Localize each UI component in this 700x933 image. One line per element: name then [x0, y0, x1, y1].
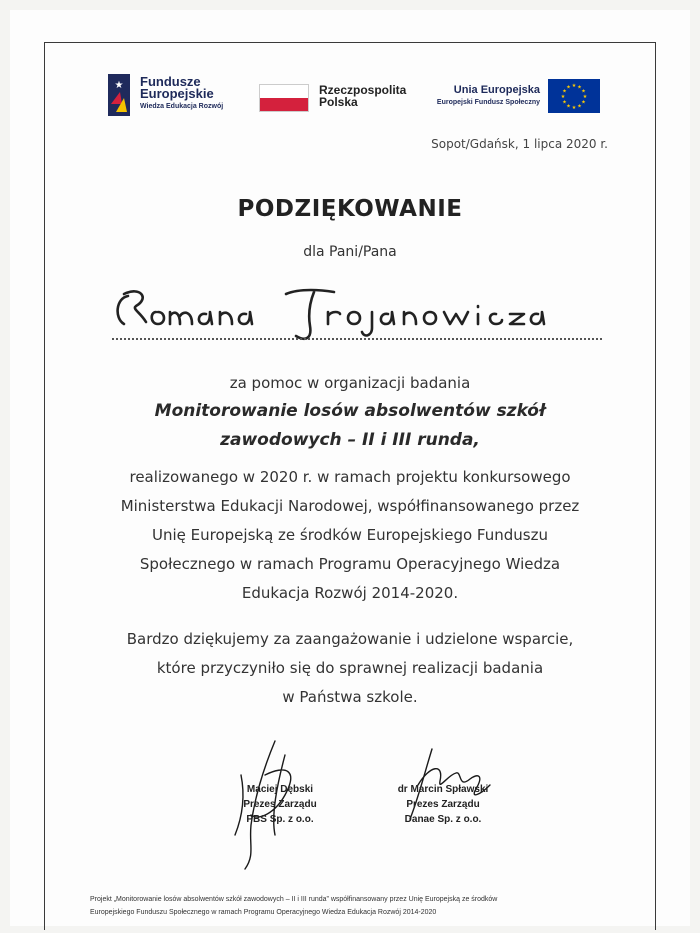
svg-text:★: ★ [566, 103, 571, 110]
ue-line1: Unia Europejska [453, 84, 540, 96]
footer-note [90, 893, 630, 919]
svg-text:★: ★ [577, 103, 582, 110]
rp-logo-text [319, 84, 406, 108]
svg-text:★: ★ [562, 99, 567, 106]
svg-text:★: ★ [582, 94, 588, 100]
recipient-handwritten-name [110, 282, 600, 342]
rp-line2: Polska [319, 95, 358, 109]
paragraph-2-line: które przyczyniło się do sprawnej realizacji badania [156, 659, 544, 677]
paragraph-1-line: Edukacja Rozwój 2014-2020. [241, 584, 459, 602]
paragraph-1-line: Unię Europejską ze środków Europejskiego Funduszu [152, 526, 548, 544]
fe-name-line2: Europejskie [140, 86, 214, 101]
project-title [0, 397, 700, 455]
paragraph-2-line: Bardzo dziękujemy za zaangażowanie i udzielone wsparcie, [126, 630, 574, 648]
svg-text:★: ★ [114, 80, 124, 91]
right-signatory-name: dr Marcin Spławski [397, 784, 489, 795]
paragraph-1-line: Społecznego w ramach Programu Operacyjnego Wiedza [139, 555, 561, 573]
right-signatory-role: Prezes Zarządu [406, 799, 480, 810]
left-signatory [230, 782, 330, 827]
name-dotted-line [112, 338, 602, 340]
svg-text:★: ★ [571, 105, 577, 111]
paragraph-1 [0, 463, 700, 608]
svg-text:★: ★ [566, 84, 571, 91]
paragraph-1-line: realizowanego w 2020 r. w ramach projektu konkursowego [129, 468, 571, 486]
intro-text: za pomoc w organizacji badania [229, 374, 471, 392]
project-title-line2: zawodowych – II i III runda, [220, 430, 480, 450]
greeting: dla Pani/Pana [303, 244, 397, 260]
footer-line1: Projekt „Monitorowanie losów absolwentów szkół zawodowych – II i III runda” współfinansowany przez Unię Europejską ze środków [90, 896, 498, 903]
left-signatory-role: Prezes Zarządu [243, 799, 317, 810]
fe-name-line1: Fundusze [140, 74, 201, 89]
svg-text:★: ★ [577, 84, 582, 91]
project-title-line1: Monitorowanie losów absolwentów szkół [154, 401, 546, 421]
ue-logo-text [425, 84, 540, 106]
svg-text:★: ★ [571, 83, 577, 89]
svg-text:★: ★ [581, 99, 586, 106]
left-signatory-name: Maciej Dębski [246, 784, 314, 795]
ue-line2: Europejski Fundusz Społeczny [436, 99, 540, 106]
rp-line1: Rzeczpospolita [319, 83, 407, 97]
fe-flag-icon [108, 74, 130, 116]
paragraph-1-line: Ministerstwa Edukacji Narodowej, współfinansowanego przez [120, 497, 580, 515]
paragraph-2-line: w Państwa szkole. [282, 688, 418, 706]
svg-text:★: ★ [581, 88, 586, 95]
svg-text:★: ★ [560, 94, 566, 100]
right-signatory-org: Danae Sp. z o.o. [404, 814, 482, 825]
left-signatory-org: PBS Sp. z o.o. [246, 814, 314, 825]
footer-line2: Europejskiego Funduszu Społecznego w ramach Programu Operacyjnego Wiedza Edukacja Rozwój 2014-2020 [90, 909, 437, 916]
paragraph-2 [0, 625, 700, 712]
document-title: PODZIĘKOWANIE [237, 196, 463, 222]
place-date: Sopot/Gdańsk, 1 lipca 2020 r. [431, 137, 608, 151]
right-signatory [388, 782, 498, 827]
fundusze-europejskie-logo [108, 74, 238, 118]
fe-program: Wiedza Edukacja Rozwój [140, 103, 224, 110]
eu-flag-icon [548, 79, 600, 113]
svg-text:★: ★ [562, 88, 567, 95]
polish-flag-icon [259, 84, 309, 112]
